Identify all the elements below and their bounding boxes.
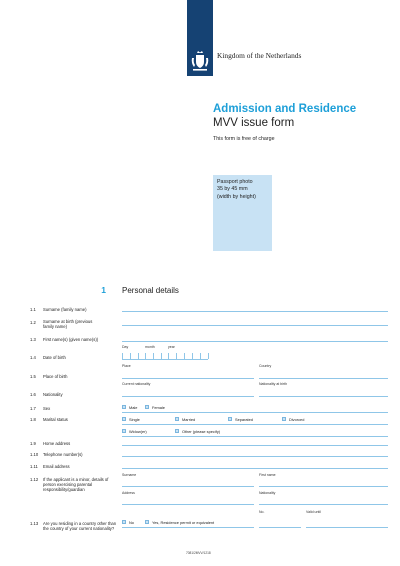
surname-field[interactable]	[122, 311, 388, 312]
single-option-label: Single	[129, 417, 140, 422]
place-of-birth-label: Place of birth	[43, 374, 68, 379]
place-field[interactable]	[122, 378, 254, 379]
surname-label: Surname (family name)	[43, 307, 87, 312]
marital-status-label: Marital status	[43, 417, 68, 422]
nationality-at-birth-field[interactable]	[259, 396, 388, 397]
question-number: 1.12	[30, 477, 39, 482]
form-title: Admission and Residence	[213, 103, 357, 115]
question-number: 1.8	[30, 417, 36, 422]
home-address-label: Home address	[43, 441, 71, 446]
telephone-field[interactable]	[122, 456, 388, 457]
yes-residence-permit-option-label: Yes, Residence permit or equivalent	[152, 520, 215, 525]
guardian-surname-label: Surname	[122, 473, 137, 477]
brand-name: Kingdom of the Netherlands	[217, 51, 302, 60]
question-number: 1.5	[30, 374, 36, 379]
other-status-option-label: Other (please specify)	[182, 429, 221, 434]
valid-until-field[interactable]	[306, 527, 388, 528]
sex-row-rule	[122, 412, 388, 413]
married-checkbox[interactable]	[175, 417, 179, 421]
divorced-checkbox[interactable]	[282, 417, 286, 421]
photo-label: Passport photo	[217, 179, 253, 185]
guardian-surname-field[interactable]	[122, 486, 254, 487]
surname-at-birth-field[interactable]	[122, 325, 388, 326]
no-option-label: No	[129, 520, 134, 525]
year-label: year	[168, 345, 175, 349]
valid-until-label: Valid until	[306, 510, 321, 514]
question-number: 1.6	[30, 392, 36, 397]
sex-label: Sex	[43, 406, 51, 411]
photo-size-note: (width by height)	[217, 193, 256, 200]
permit-number-label: No.	[259, 510, 265, 514]
form-code: 7081/2MVV/1218	[186, 551, 211, 555]
date-of-birth-label: Date of birth	[43, 355, 66, 360]
separated-option-label: Separated	[235, 417, 253, 422]
male-option-label: Male	[129, 405, 138, 410]
day-label: Day	[122, 345, 129, 349]
first-names-label: First name(s) (given name(s))	[43, 337, 99, 342]
guardian-label: If the applicant is a minor, details of person exercising parental responsibility/guardian	[43, 477, 109, 493]
month-label: month	[145, 345, 155, 349]
other-status-field[interactable]	[122, 436, 388, 437]
question-number: 1.7	[30, 406, 36, 411]
female-checkbox[interactable]	[145, 405, 149, 409]
royal-coat-of-arms-icon	[190, 50, 210, 72]
single-checkbox[interactable]	[122, 417, 126, 421]
guardian-address-label: Address	[122, 491, 135, 495]
section-number: 1	[101, 285, 106, 295]
date-digit-divider	[208, 353, 209, 359]
guardian-address-field[interactable]	[122, 504, 254, 505]
female-option-label: Female	[152, 405, 165, 410]
nationality-label: Nationality	[43, 392, 63, 397]
question-number: 1.1	[30, 307, 36, 312]
residing-abroad-label: Are you residing in a country other than the country of your current nationality?	[43, 521, 117, 532]
widower-option-label: Widow(er)	[129, 429, 147, 434]
first-names-field[interactable]	[122, 341, 388, 342]
form-subtitle: MVV issue form	[213, 117, 295, 129]
photo-size: 35 by 45 mm	[217, 186, 248, 193]
guardian-first-name-field[interactable]	[259, 486, 388, 487]
country-field[interactable]	[259, 378, 388, 379]
nationality-at-birth-label: Nationality at birth	[259, 382, 288, 386]
surname-at-birth-label: Surname at birth (previous family name)	[43, 319, 93, 330]
marital-row-rule	[122, 424, 388, 425]
guardian-first-name-label: First name	[259, 473, 276, 477]
guardian-nationality-field[interactable]	[259, 504, 388, 505]
separated-checkbox[interactable]	[228, 417, 232, 421]
current-nationality-field[interactable]	[122, 396, 254, 397]
date-of-birth-field[interactable]	[122, 359, 208, 360]
residing-abroad-rule	[122, 527, 254, 528]
email-label: Email address	[43, 464, 70, 469]
no-checkbox[interactable]	[122, 520, 126, 524]
free-of-charge-note: This form is free of charge	[213, 136, 275, 142]
guardian-nationality-label: Nationality	[259, 491, 276, 495]
question-number: 1.10	[30, 452, 39, 457]
question-number: 1.3	[30, 337, 36, 342]
passport-photo-box[interactable]	[213, 175, 272, 251]
married-option-label: Married	[182, 417, 196, 422]
current-nationality-label: Current nationality	[122, 382, 151, 386]
question-number: 1.13	[30, 521, 39, 526]
place-label: Place	[122, 364, 131, 368]
email-field[interactable]	[122, 468, 388, 469]
section-title: Personal details	[122, 286, 179, 295]
permit-number-field[interactable]	[259, 527, 301, 528]
question-number: 1.9	[30, 441, 36, 446]
question-number: 1.11	[30, 464, 38, 469]
telephone-label: Telephone number(s)	[43, 452, 83, 457]
divorced-option-label: Divorced	[289, 417, 305, 422]
yes-residence-permit-checkbox[interactable]	[145, 520, 149, 524]
question-number: 1.4	[30, 355, 36, 360]
home-address-field[interactable]	[122, 445, 388, 446]
country-label: Country	[259, 364, 272, 368]
widower-checkbox[interactable]	[122, 429, 126, 433]
male-checkbox[interactable]	[122, 405, 126, 409]
question-number: 1.2	[30, 320, 36, 325]
other-status-checkbox[interactable]	[175, 429, 179, 433]
